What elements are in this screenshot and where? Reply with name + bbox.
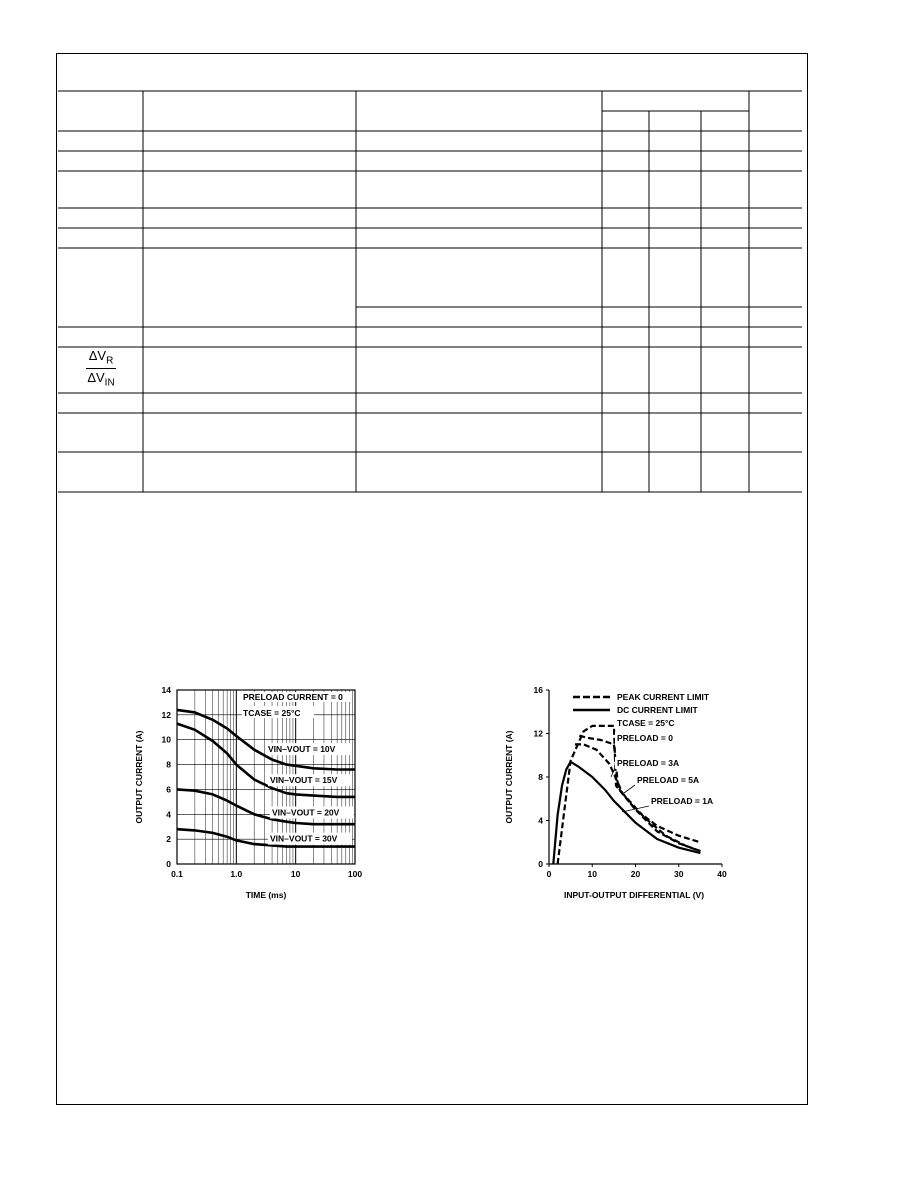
- chart2-annotation-1: TCASE = 25°C: [617, 718, 675, 728]
- chart2-y-tick-label: 12: [533, 728, 543, 739]
- chart1-annotation-preload: PRELOAD CURRENT = 0: [243, 692, 343, 702]
- formula-numerator: [58, 348, 144, 368]
- chart1-series-label-1: VIN–VOUT = 10V: [268, 744, 336, 755]
- chart1-xlabel: TIME (ms): [245, 890, 287, 900]
- chart1-x-tick-label: 0.1: [171, 869, 183, 879]
- chart1-series-label-3: VIN–VOUT = 20V: [272, 807, 340, 818]
- chart2-annotation-4: PRELOAD = 5A: [637, 775, 700, 785]
- chart1-ylabel: OUTPUT CURRENT (A): [134, 730, 144, 824]
- formula-denominator: [58, 369, 144, 389]
- chart1-y-tick-label: 4: [166, 809, 171, 820]
- chart2-annotation-2: PRELOAD = 0: [617, 733, 673, 743]
- chart2-x-tick-label: 0: [546, 869, 552, 879]
- chart1-y-tick-label: 10: [161, 734, 171, 745]
- denominator-subscript: IN: [104, 377, 115, 389]
- chart2-annotation-3: PRELOAD = 3A: [617, 758, 680, 768]
- chart2-x-tick-label: 10: [587, 869, 597, 879]
- chart2-xlabel: INPUT-OUTPUT DIFFERENTIAL (V): [563, 890, 705, 900]
- chart-output-current-vs-differential: [498, 682, 738, 902]
- chart2-y-tick-label: 4: [538, 815, 543, 826]
- chart1-y-tick-label: 6: [166, 784, 171, 795]
- chart2-y-tick-label: 0: [538, 859, 543, 869]
- chart2-annotation-5: PRELOAD = 1A: [651, 796, 714, 806]
- legend-peak-label: PEAK CURRENT LIMIT: [617, 692, 710, 702]
- chart2-x-tick-label: 20: [630, 869, 641, 879]
- legend-dc-label: DC CURRENT LIMIT: [617, 705, 698, 715]
- numerator-subscript: R: [106, 355, 114, 367]
- chart1-y-tick-label: 0: [166, 859, 171, 869]
- line-regulation-formula: [58, 348, 144, 394]
- denominator-symbol: ΔV: [87, 369, 105, 385]
- chart-output-current-vs-time: [128, 682, 368, 902]
- electrical-characteristics-table: [0, 0, 918, 500]
- chart1-y-tick-label: 2: [166, 834, 171, 845]
- chart2-x-tick-label: 30: [674, 869, 684, 879]
- numerator-symbol: ΔV: [88, 348, 107, 363]
- chart1-y-tick-label: 8: [166, 759, 171, 770]
- chart1-series-label-4: VIN–VOUT = 30V: [270, 833, 338, 844]
- chart1-series-label-2: VIN–VOUT = 15V: [270, 775, 338, 786]
- chart2-leader-line: [624, 785, 635, 793]
- chart1-x-tick-label: 10: [290, 869, 301, 879]
- chart2-legend: [570, 689, 722, 717]
- chart2-y-tick-label: 8: [538, 772, 543, 782]
- chart2-y-tick-label: 16: [533, 685, 543, 695]
- chart1-x-tick-label: 1.0: [230, 869, 243, 879]
- chart1-x-tick-label: 100: [347, 869, 363, 879]
- chart2-ylabel: OUTPUT CURRENT (A): [504, 730, 514, 824]
- chart2-x-tick-label: 40: [717, 869, 727, 879]
- chart1-y-tick-label: 12: [161, 709, 171, 720]
- chart1-annotation-tcase: TCASE = 25°C: [243, 708, 301, 718]
- chart2-series-line-3: [579, 736, 700, 851]
- chart1-y-tick-label: 14: [161, 685, 171, 695]
- chart2-series: [553, 726, 700, 864]
